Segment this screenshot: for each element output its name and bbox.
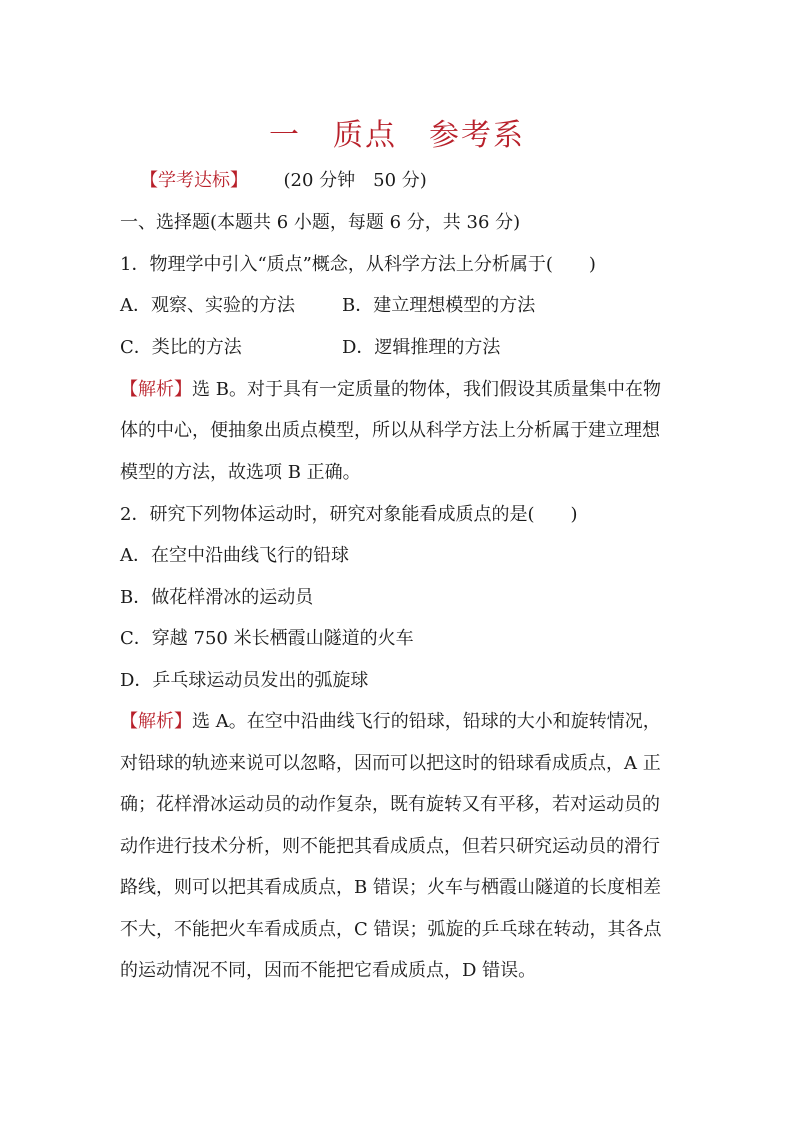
- question-2-analysis-line-7: 的运动情况不同，因而不能把它看成质点，D 错误。: [120, 960, 537, 981]
- option-d: D．逻辑推理的方法: [342, 337, 501, 358]
- question-2-analysis-line-4: 动作进行技术分析，则不能把其看成质点，但若只研究运动员的滑行: [120, 836, 660, 857]
- question-2-option-a: A．在空中沿曲线飞行的铅球: [120, 545, 349, 566]
- section-tag: 【学考达标】: [140, 170, 248, 191]
- option-a: A．观察、实验的方法: [120, 295, 295, 316]
- question-2-analysis-line-2: 对铅球的轨迹来说可以忽略，因而可以把这时的铅球看成质点，A 正: [120, 753, 661, 774]
- question-2-analysis-line-5: 路线，则可以把其看成质点，B 错误；火车与栖霞山隧道的长度相差: [120, 877, 661, 898]
- question-1-options-row-1: [120, 295, 680, 317]
- analysis-tag: 【解析】: [120, 711, 192, 732]
- question-2-analysis-line-6: 不大，不能把火车看成质点，C 错误；弧旋的乒乓球在转动，其各点: [120, 919, 662, 940]
- question-2-option-c: C．穿越 750 米长栖霞山隧道的火车: [120, 628, 414, 649]
- analysis-tag: 【解析】: [120, 379, 192, 400]
- question-1-options-row-2: [120, 337, 680, 359]
- option-b: B．建立理想模型的方法: [342, 295, 536, 316]
- question-2-option-d: D．乒乓球运动员发出的弧旋球: [120, 670, 369, 691]
- question-1-analysis-line-3: 模型的方法，故选项 B 正确。: [120, 462, 361, 483]
- question-2-analysis-line-1: [120, 711, 680, 733]
- question-2-stem: 2．研究下列物体运动时，研究对象能看成质点的是( ): [120, 504, 578, 525]
- analysis-text: 选 B。对于具有一定质量的物体，我们假设其质量集中在物: [192, 379, 661, 400]
- question-1-analysis-line-1: [120, 379, 680, 401]
- question-2-analysis-line-3: 确；花样滑冰运动员的动作复杂，既有旋转又有平移，若对运动员的: [120, 794, 660, 815]
- question-1-stem: 1．物理学中引入“质点”概念，从科学方法上分析属于( ): [120, 254, 596, 275]
- question-1-analysis-line-2: 体的中心，便抽象出质点模型，所以从科学方法上分析属于建立理想: [120, 420, 660, 441]
- option-c: C．类比的方法: [120, 337, 242, 358]
- time-score: (20 分钟 50 分): [283, 170, 427, 191]
- header-row: [140, 170, 700, 192]
- analysis-text: 选 A。在空中沿曲线飞行的铅球，铅球的大小和旋转情况，: [192, 711, 661, 732]
- section-heading: 一、选择题(本题共 6 小题，每题 6 分，共 36 分): [120, 212, 521, 233]
- page-title: 一 质点 参考系: [269, 118, 525, 153]
- question-2-option-b: B．做花样滑冰的运动员: [120, 587, 314, 608]
